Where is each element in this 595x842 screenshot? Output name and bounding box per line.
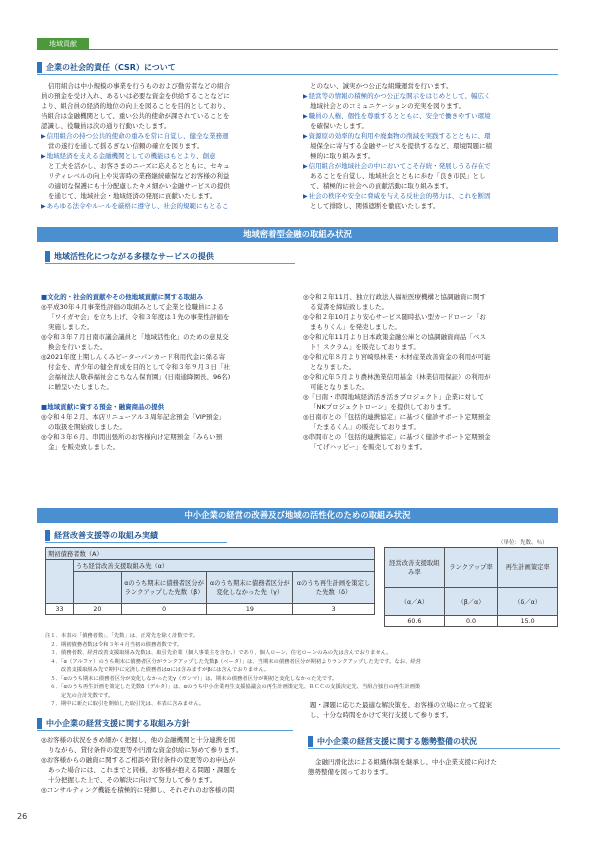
text-line: あった場合には、これまでと同様、お客様が抱える問題・課題を (48, 766, 237, 774)
value-rate-rankup: 0.0 (444, 616, 498, 627)
text-line: 付金を、青少年の健全育成を目的として令和３年９月３日「社 (48, 363, 230, 371)
support-table-right (384, 547, 558, 627)
text-line: 当組合は金融機関として、重い公共的使命が課されていることを (41, 112, 230, 120)
text-line: リティレベルの向上や災害時の業務継続確保などお客様の利益 (48, 172, 230, 180)
text-line: として排除し、関係遮断を徹底いたします。 (310, 202, 440, 210)
formula-rate-support: （α／A） (385, 588, 445, 616)
text-line: て、積極的に社会への貢献活動に取り組みます。 (310, 182, 453, 190)
note-line: ７．期中に新たに取引を開始した取引先は、本表に含みません。 (45, 701, 205, 707)
text-line: 「NKプロジェクトローン」を提供しております。 (310, 403, 455, 411)
support-heading-text: 経営改善支援等の取組み実績 (54, 531, 158, 540)
value-delta: 3 (293, 604, 375, 615)
text-line: ■地域貢献に資する預金・融資商品の提供 (41, 403, 165, 411)
table-row (385, 588, 558, 616)
text-line: ■文化的・社会的貢献やその他地域貢献に関する取組み (41, 293, 204, 301)
system-heading (308, 735, 560, 749)
table-row (46, 548, 375, 560)
banner-sme-support: 中小企業の経営の改善及び地域の活性化のための取組み状況 (37, 508, 558, 523)
header-beta: αのうち期末に債務者区分がランクアップした先数（β） (121, 572, 207, 604)
initiatives-right-column (303, 700, 561, 720)
text-line: 認識し、役職員は次の通り行動いたします。 (41, 122, 171, 130)
text-line: ◎令和２年11月、独立行政法人福祉医療機構と協調融資に関す (303, 293, 486, 301)
text-line: の適切な保護にも十分配慮したキメ細かい金融サービスの提供 (48, 182, 230, 190)
text-line: に贈呈いたしました。 (48, 383, 113, 391)
header-initial-debtors: 期初債務者数（A） (46, 548, 375, 560)
table-row (385, 548, 558, 588)
header-spacer (73, 572, 121, 604)
text-line: 十分把握した上で、その解決に向けて努力して参ります。 (48, 776, 217, 784)
formula-rate-rankup: （β／α） (444, 588, 498, 616)
heading-marker (45, 530, 50, 541)
text-line: 会福祉法人敬恭福祉会こちなん保育園」(日南通降園長、96名) (48, 373, 231, 381)
value-a: 33 (46, 604, 74, 615)
header-rate-plan: 再生計画策定率 (498, 548, 558, 588)
text-line: ◎お客様からの融資に関するご相談や貸付条件の変更等のお申込が (41, 756, 236, 764)
text-line: ◎令和元年８月より宮崎県林業・木材産業改善資金の利用が可能 (303, 353, 491, 361)
note-line: ６．「αのうち再生計画を策定した先数δ（デルタ）」は、αのうち中小企業再生支援協議会の再生計画策定先、ＲＣＣの支援決定先、当組合独自の再生計画策 (45, 684, 421, 690)
text-line: る覚書を締結致しました。 (310, 303, 388, 311)
heading-marker (37, 62, 42, 73)
note-line: 注１．本表の「債務者数」、「先数」は、正常先を除く計数です。 (45, 633, 199, 639)
text-line: の取扱を開始致しました。 (48, 423, 126, 431)
unit-label: （単位：先数、％） (498, 540, 548, 546)
text-line: 員の預金を受け入れ、あるいは必要な資金を供給することなどに (41, 92, 230, 100)
support-table-left (45, 547, 375, 615)
note-line: 定先の合計先数です。 (45, 692, 114, 699)
note-line: ５．「αのうち期末に債務者区分が変化しなかった先γ（ガンマ）」は、期末の債務者区分が期初と変化しなかった先です。 (45, 675, 338, 682)
text-line: と工夫を活かし、お客さまのニーズに応えるとともに、セキュ (48, 162, 230, 170)
header-rate-rankup: ランクアップ率 (444, 548, 498, 588)
text-line: ◎日南市との「包括的連携協定」に基づく健診サポート定期預金 (303, 413, 491, 421)
csr-heading-text: 企業の社会的責任（CSR）について (46, 63, 176, 72)
services-heading-text: 地域活性化につながる多様なサービスの提供 (54, 252, 214, 261)
text-line: より、組合員の経済的地位の向上を図ることを目的としており、 (41, 102, 230, 110)
services-left-column (41, 292, 299, 452)
note-line: ４．「α（アルファ）のうち期末に債務者区分がランクアップした先数β（ベータ）」は、当期末の債務者区分が期初よりランクアップした先です。なお、経営 (45, 658, 421, 665)
text-line: 金」を販売致しました。 (48, 443, 120, 451)
text-line: まもりくん」を発売しました。 (310, 323, 401, 331)
csr-right-column (303, 81, 561, 211)
text-line: ▶ 職員の人権、個性を尊重するとともに、安全で働きやすい環境 (303, 111, 561, 121)
table-row (46, 604, 375, 615)
text-line: ▶ 資源原の効率的な利用や廃棄物の削減を実践するとともに、環 (303, 131, 561, 141)
table-row (46, 560, 375, 572)
support-heading (45, 529, 227, 543)
text-line: ◎「日南・串間地域経済活き活きプロジェクト」企業に対して (303, 393, 485, 401)
services-heading (45, 250, 295, 264)
text-line: 題・課題に応じた最適な解決策を、お客様の立場に立って提案 (310, 701, 492, 709)
value-rate-support: 60.6 (385, 616, 445, 627)
page-number: 26 (17, 812, 28, 821)
text-line: 地域社会とのコミュニケーションの充実を図ります。 (310, 102, 466, 110)
text-line: ◎令和３年６月、串間出張所のお客様向け定期預金「みらい預 (41, 433, 223, 441)
text-line: ト！スクラム」を販売しております。 (310, 343, 420, 351)
text-line: とのない、誠実かつ公正な組織運営を行います。 (310, 82, 453, 90)
header-gamma: αのうち期末に債務者区分が変化しなかった先（γ） (207, 572, 293, 604)
text-line: ◎コンサルティング機能を積極的に発揮し、それぞれのお客様の問 (41, 786, 235, 794)
text-line: ◎令和元年11月より日本政策金融公庫との協調融資商品「ベス (303, 333, 486, 341)
text-line: ◎平成30年４月事業性評価の取組みとして企業と役職員による (41, 303, 224, 311)
text-line: 「ワイガヤ会」を立ち上げ、令和３年度は１先の事業性評価を (48, 313, 230, 321)
header-delta: αのうち再生計画を策定した先数（δ） (293, 572, 375, 604)
note-line: ２．期初債務者数は令和３年４月当初の債務者数です。 (45, 641, 183, 648)
table-row (46, 572, 375, 604)
text-line: ◎令和元年５月より農林漁業信用基金（林業信用保証）の利用が (303, 373, 491, 381)
note-line: ３．債務者数、経営改善支援取組み先数は、取引先企業（個人事業主を含む。）であり、個人ローン、住宅ローンのみの先は含んでおりません。 (45, 650, 392, 656)
header-rule (37, 49, 558, 50)
text-line: ▶ 信用組合の持つ公共的使命の重みを常に自覚し、健全な業務運 (41, 131, 296, 141)
text-line: 「たまるくん」の販売しております。 (310, 423, 420, 431)
text-line: ▶ 信用組合が地域社会の中においてこそ存続・発展しうる存在で (303, 161, 561, 171)
text-line: 「てげハッピー」を販売しております。 (310, 443, 427, 451)
text-line: ◎お客様の状況をきめ細かく把握し、他の金融機関と十分連携を図 (41, 736, 236, 744)
header-alpha: うち経営改善支援取組み先（α） (73, 560, 374, 572)
initiatives-left-column (41, 735, 299, 795)
table-row (385, 616, 558, 627)
services-right-column (303, 292, 561, 452)
text-line: 極的に取り組みます。 (310, 152, 375, 160)
text-line: 換会を行いました。 (48, 343, 107, 351)
system-body (308, 757, 560, 777)
note-line: 改善支援取組み先で期中に完済した債務者はαには含みますがβには含んでおりません。 (45, 667, 270, 673)
value-alpha: 20 (73, 604, 121, 615)
system-heading-text: 中小企業の経営支援に関する態勢整備の状況 (317, 737, 477, 746)
header-rate-support: 経営改善支援取組み率 (385, 548, 445, 588)
text-line: を確保いたします。 (310, 122, 368, 130)
csr-left-column (41, 81, 296, 211)
text-line: 可能となりました。 (310, 383, 369, 391)
text-line: ▶ 地域経済を支える金融機関としての機能はもとより、創意 (41, 151, 296, 161)
text-line: あることを自覚し、地域社会とともに歩む「良き市民」とし (310, 172, 486, 180)
heading-marker (45, 251, 50, 262)
text-line (41, 392, 299, 402)
heading-marker (308, 736, 313, 747)
text-line: ◎令和２年10月より安心サービス随時払い型カードローン「お (303, 313, 486, 321)
text-line: ▶ あらゆる法令やルールを厳格に遵守し、社会的規範にもとるこ (41, 201, 296, 211)
text-line: ◎令和３年７月日南市議会議員と「地域活性化」のための意見交 (41, 333, 229, 341)
text-line: となりました。 (310, 363, 356, 371)
formula-rate-plan: （δ／α） (498, 588, 558, 616)
text-line: ▶ 社会の秩序や安全に脅威を与える反社会的勢力は、これを断固 (303, 191, 561, 201)
text-line: ◎令和４年２月、本店リニューアル３周年記念預金「VIP預金」 (41, 413, 226, 421)
text-line: 態勢整備を図っております。 (308, 768, 392, 776)
text-line: ◎串間市との「包括的連携協定」に基づく健診サポート定期預金 (303, 433, 491, 441)
header-spacer (46, 560, 74, 604)
text-line: 境保全に寄与する金融サービスを提供するなど、環境問題に積 (310, 142, 492, 150)
value-gamma: 19 (207, 604, 293, 615)
section-tag: 地域貢献 (37, 38, 89, 50)
initiatives-heading (37, 717, 293, 731)
text-line: 営の遂行を通して揺るぎない信頼の確立を図ります。 (48, 142, 204, 150)
value-beta: 0 (121, 604, 207, 615)
text-line: りながら、貸付条件の変更等や円滑な資金供給に努めて参ります。 (48, 746, 243, 754)
table-notes (45, 632, 560, 709)
csr-heading (37, 61, 558, 75)
value-rate-plan: 15.0 (498, 616, 558, 627)
text-line: ◎2021年度上期しんくみピーターパンカード利用代金に係る寄 (41, 353, 226, 361)
text-line: を通じて、地域社会・地域経済の発展に貢献いたします。 (48, 192, 217, 200)
initiatives-heading-text: 中小企業の経営支援に関する取組み方針 (46, 719, 190, 728)
text-line: 信用組合は中小規模の事業を行うものおよび勤労者などの組合 (48, 82, 230, 90)
banner-regional-finance: 地域密着型金融の取組み状況 (37, 227, 558, 242)
text-line: し、十分な時間をかけて実行支援して参ります。 (310, 711, 453, 719)
text-line: 金融円滑化法による組織体制を継承し、中小企業支援に向けた (315, 758, 497, 766)
text-line: ▶ 経営等の情報の積極的かつ公正な開示をはじめとして、幅広く (303, 91, 561, 101)
heading-marker (37, 718, 42, 729)
text-line: 実施しました。 (48, 323, 94, 331)
